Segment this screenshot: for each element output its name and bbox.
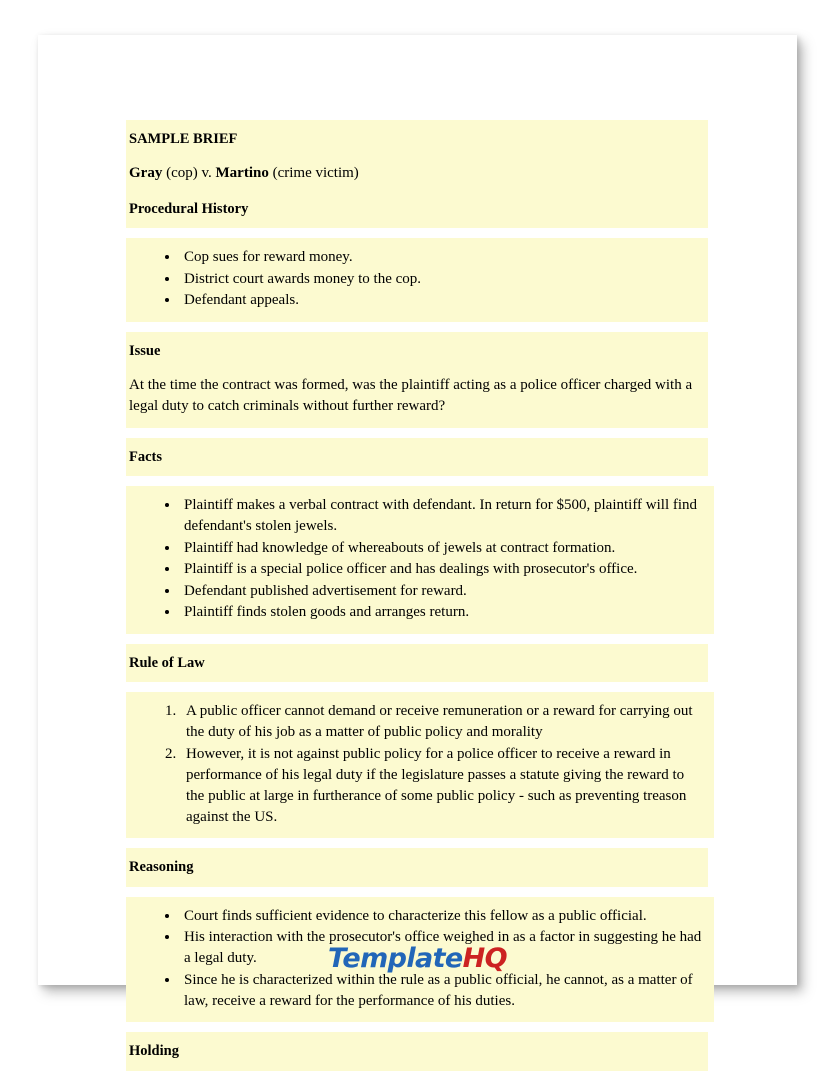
facts-list — [126, 488, 714, 632]
case-party-one: Gray — [129, 165, 163, 182]
list-item: • District court awards money to the cop. — [180, 269, 698, 290]
section-heading-holding: Holding — [129, 1043, 179, 1060]
page-title: SAMPLE BRIEF — [129, 131, 238, 147]
document-page — [38, 35, 797, 1060]
rule-of-law-list — [126, 694, 714, 836]
section-heading-procedural-history: Procedural History — [129, 200, 249, 217]
case-party-two-note: (crime victim) — [268, 165, 359, 182]
section-heading-rule-of-law: Rule of Law — [129, 654, 205, 671]
case-party-two: Martino — [215, 165, 269, 182]
list-item: 2. However, it is not against public policy for a police officer to receive a reward in performance of his legal duty if the legislature passes a statute giving the reward to the public at large in furtherance of some public policy - such as preventing treason against the US. — [180, 744, 704, 828]
list-item: • Defendant appeals. — [180, 290, 698, 311]
brief-header-block — [126, 120, 708, 228]
section-heading-block-facts — [126, 438, 708, 476]
list-item: • Plaintiff had knowledge of whereabouts of jewels at contract formation. — [180, 538, 704, 559]
section-body-rule-of-law — [126, 692, 714, 838]
list-item: • Plaintiff makes a verbal contract with defendant. In return for $500, plaintiff will find defendant's stolen jewels. — [180, 495, 704, 537]
section-heading-facts: Facts — [129, 448, 163, 465]
list-item: 1. A public officer cannot demand or receive remuneration or a reward for carrying out the duty of his job as a matter of public policy and morality — [180, 701, 704, 743]
section-body-facts — [126, 486, 714, 634]
logo-text-template: Template — [328, 943, 463, 974]
case-party-one-note: (cop) — [162, 165, 202, 182]
section-heading-block-rule-of-law — [126, 644, 708, 682]
section-heading-issue: Issue — [129, 342, 161, 359]
list-item: • Plaintiff finds stolen goods and arranges return. — [180, 602, 704, 623]
section-heading-reasoning: Reasoning — [129, 859, 194, 876]
list-item: • Since he is characterized within the rule as a public official, he cannot, as a matter of law, receive a reward for the performance of his duties. — [180, 970, 704, 1012]
list-item: • Court finds sufficient evidence to characterize this fellow as a public official. — [180, 906, 704, 927]
section-heading-block-reasoning — [126, 848, 708, 886]
case-versus: v. — [201, 165, 216, 182]
section-heading-block-holding — [126, 1032, 708, 1070]
section-body-procedural-history — [126, 238, 708, 322]
list-item: • His interaction with the prosecutor's office weighed in as a factor in suggesting he had a legal duty. — [180, 927, 704, 969]
list-item: • Plaintiff is a special police officer and has dealings with prosecutor's office. — [180, 559, 704, 580]
logo-text-hq: HQ — [462, 943, 507, 974]
section-issue — [126, 332, 708, 428]
templatehq-logo — [38, 943, 797, 974]
list-item: • Cop sues for reward money. — [180, 247, 698, 268]
procedural-history-list — [126, 240, 708, 320]
list-item: • Defendant published advertisement for reward. — [180, 581, 704, 602]
issue-paragraph: At the time the contract was formed, was the plaintiff acting as a police officer charged with a legal duty to catch criminals without further reward? — [129, 377, 693, 415]
case-caption — [126, 156, 708, 191]
document-content — [126, 120, 716, 1081]
